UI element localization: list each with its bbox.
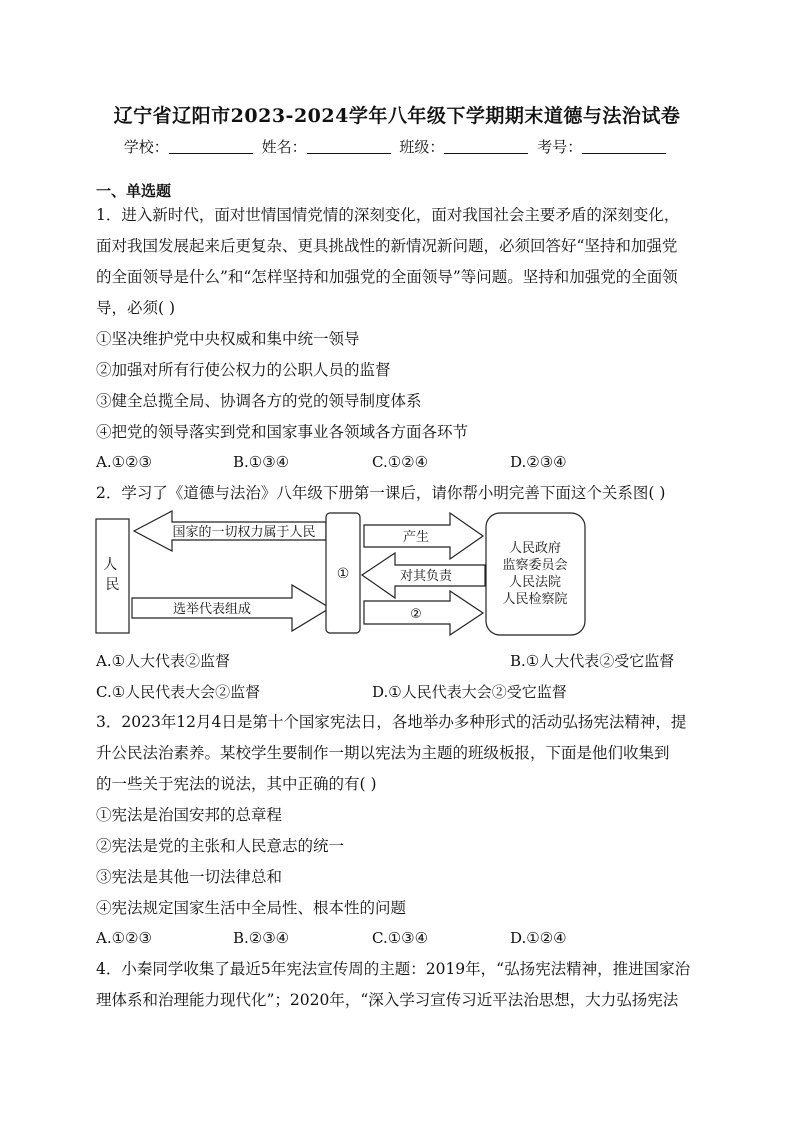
arrow-two-label: ② bbox=[410, 607, 422, 622]
people-box-label: 人 民 bbox=[103, 557, 120, 593]
q3-option-d[interactable]: D.①②④ bbox=[510, 929, 567, 947]
class-blank[interactable] bbox=[444, 139, 528, 154]
q1-option-b[interactable]: B.①③④ bbox=[233, 453, 290, 471]
exam-title: 辽宁省辽阳市2023-2024学年八年级下学期期末道德与法治试卷 bbox=[113, 105, 681, 127]
q3-stem-line: 升公民法治素养。某校学生要制作一期以宪法为主题的班级板报，下面是他们收集到 bbox=[96, 744, 670, 762]
q3-option-b[interactable]: B.②③④ bbox=[233, 929, 290, 947]
q1-item: ③健全总揽全局、协调各方的党的领导制度体系 bbox=[96, 392, 422, 410]
q1-options bbox=[96, 453, 696, 473]
name-blank[interactable] bbox=[307, 139, 391, 154]
q1-item: ①坚决维护党中央权威和集中统一领导 bbox=[96, 330, 360, 348]
school-label: 学校： bbox=[123, 138, 169, 156]
state-organs-box bbox=[486, 513, 585, 635]
arrow-bottom-label: 选举代表组成 bbox=[172, 602, 252, 617]
q1-item: ④把党的领导落实到党和国家事业各领域各方面各环节 bbox=[96, 423, 469, 441]
relationship-diagram bbox=[94, 509, 594, 639]
q1-stem-line: 导，必须( ) bbox=[96, 299, 176, 317]
state-organ-label: 监察委员会 bbox=[502, 558, 568, 573]
arrow-top-label: 国家的一切权力属于人民 bbox=[172, 525, 316, 540]
q2-options-row1 bbox=[96, 650, 696, 670]
arrow-produce-label: 产生 bbox=[402, 530, 430, 545]
q4-stem-line: 4．小秦同学收集了最近5年宪法宣传周的主题：2019年，“弘扬宪法精神，推进国家治 bbox=[96, 960, 691, 978]
people-box bbox=[96, 519, 129, 633]
q3-options bbox=[96, 929, 696, 949]
q1-stem-line: 面对我国发展起来后更复杂、更具挑战性的新情况新问题，必须回答好“坚持和加强党 bbox=[96, 237, 678, 255]
q2-option-a[interactable]: A.①人大代表②监督 bbox=[96, 652, 231, 670]
q2-stem-line: 2．学习了《道德与法治》八年级下册第一课后，请你帮小明完善下面这个关系图( ) bbox=[96, 484, 666, 502]
exam-number-blank[interactable] bbox=[582, 139, 666, 154]
q1-stem-line: 1．进入新时代，面对世情国情党情的深刻变化，面对我国社会主要矛盾的深刻变化， bbox=[96, 206, 680, 224]
state-organ-label: 人民政府 bbox=[508, 541, 562, 556]
name-label: 姓名： bbox=[261, 138, 307, 156]
arrow-responsible-label: 对其负责 bbox=[399, 569, 453, 584]
q3-item: ④宪法规定国家生活中全局性、根本性的问题 bbox=[96, 899, 407, 917]
section-title: 一、单选题 bbox=[96, 182, 172, 200]
arrow-two bbox=[364, 591, 483, 635]
q1-option-c[interactable]: C.①②④ bbox=[372, 453, 429, 471]
q2-option-c[interactable]: C.①人民代表大会②监督 bbox=[96, 683, 261, 701]
q1-option-d[interactable]: D.②③④ bbox=[510, 453, 567, 471]
state-organ-label: 人民法院 bbox=[508, 575, 562, 590]
state-organ-label: 人民检察院 bbox=[502, 592, 568, 607]
center-box-label: ① bbox=[336, 566, 350, 582]
q4-stem-line: 理体系和治理能力现代化”；2020年，“深入学习宣传习近平法治思想，大力弘扬宪法 bbox=[96, 991, 679, 1009]
student-info-line bbox=[0, 136, 794, 157]
q3-stem-line: 的一些关于宪法的说法，其中正确的有( ) bbox=[96, 775, 377, 793]
q3-item: ①宪法是治国安邦的总章程 bbox=[96, 806, 283, 824]
q3-option-c[interactable]: C.①③④ bbox=[372, 929, 429, 947]
q3-item: ②宪法是党的主张和人民意志的统一 bbox=[96, 837, 345, 855]
class-label: 班级： bbox=[399, 138, 445, 156]
q2-option-d[interactable]: D.①人民代表大会②受它监督 bbox=[372, 683, 567, 701]
q3-stem-line: 3．2023年12月4日是第十个国家宪法日，各地举办多种形式的活动弘扬宪法精神，提 bbox=[96, 713, 687, 731]
q1-option-a[interactable]: A.①②③ bbox=[96, 453, 152, 471]
q1-stem-line: 的全面领导是什么”和“怎样坚持和加强党的全面领导”等问题。坚持和加强党的全面领 bbox=[96, 268, 678, 286]
q2-options-row2 bbox=[96, 681, 696, 701]
q3-option-a[interactable]: A.①②③ bbox=[96, 929, 152, 947]
school-blank[interactable] bbox=[169, 139, 253, 154]
q1-item: ②加强对所有行使公权力的公职人员的监督 bbox=[96, 361, 391, 379]
q2-option-b[interactable]: B.①人大代表②受它监督 bbox=[510, 652, 675, 670]
exam-number-label: 考号： bbox=[537, 138, 583, 156]
q3-item: ③宪法是其他一切法律总和 bbox=[96, 868, 283, 886]
